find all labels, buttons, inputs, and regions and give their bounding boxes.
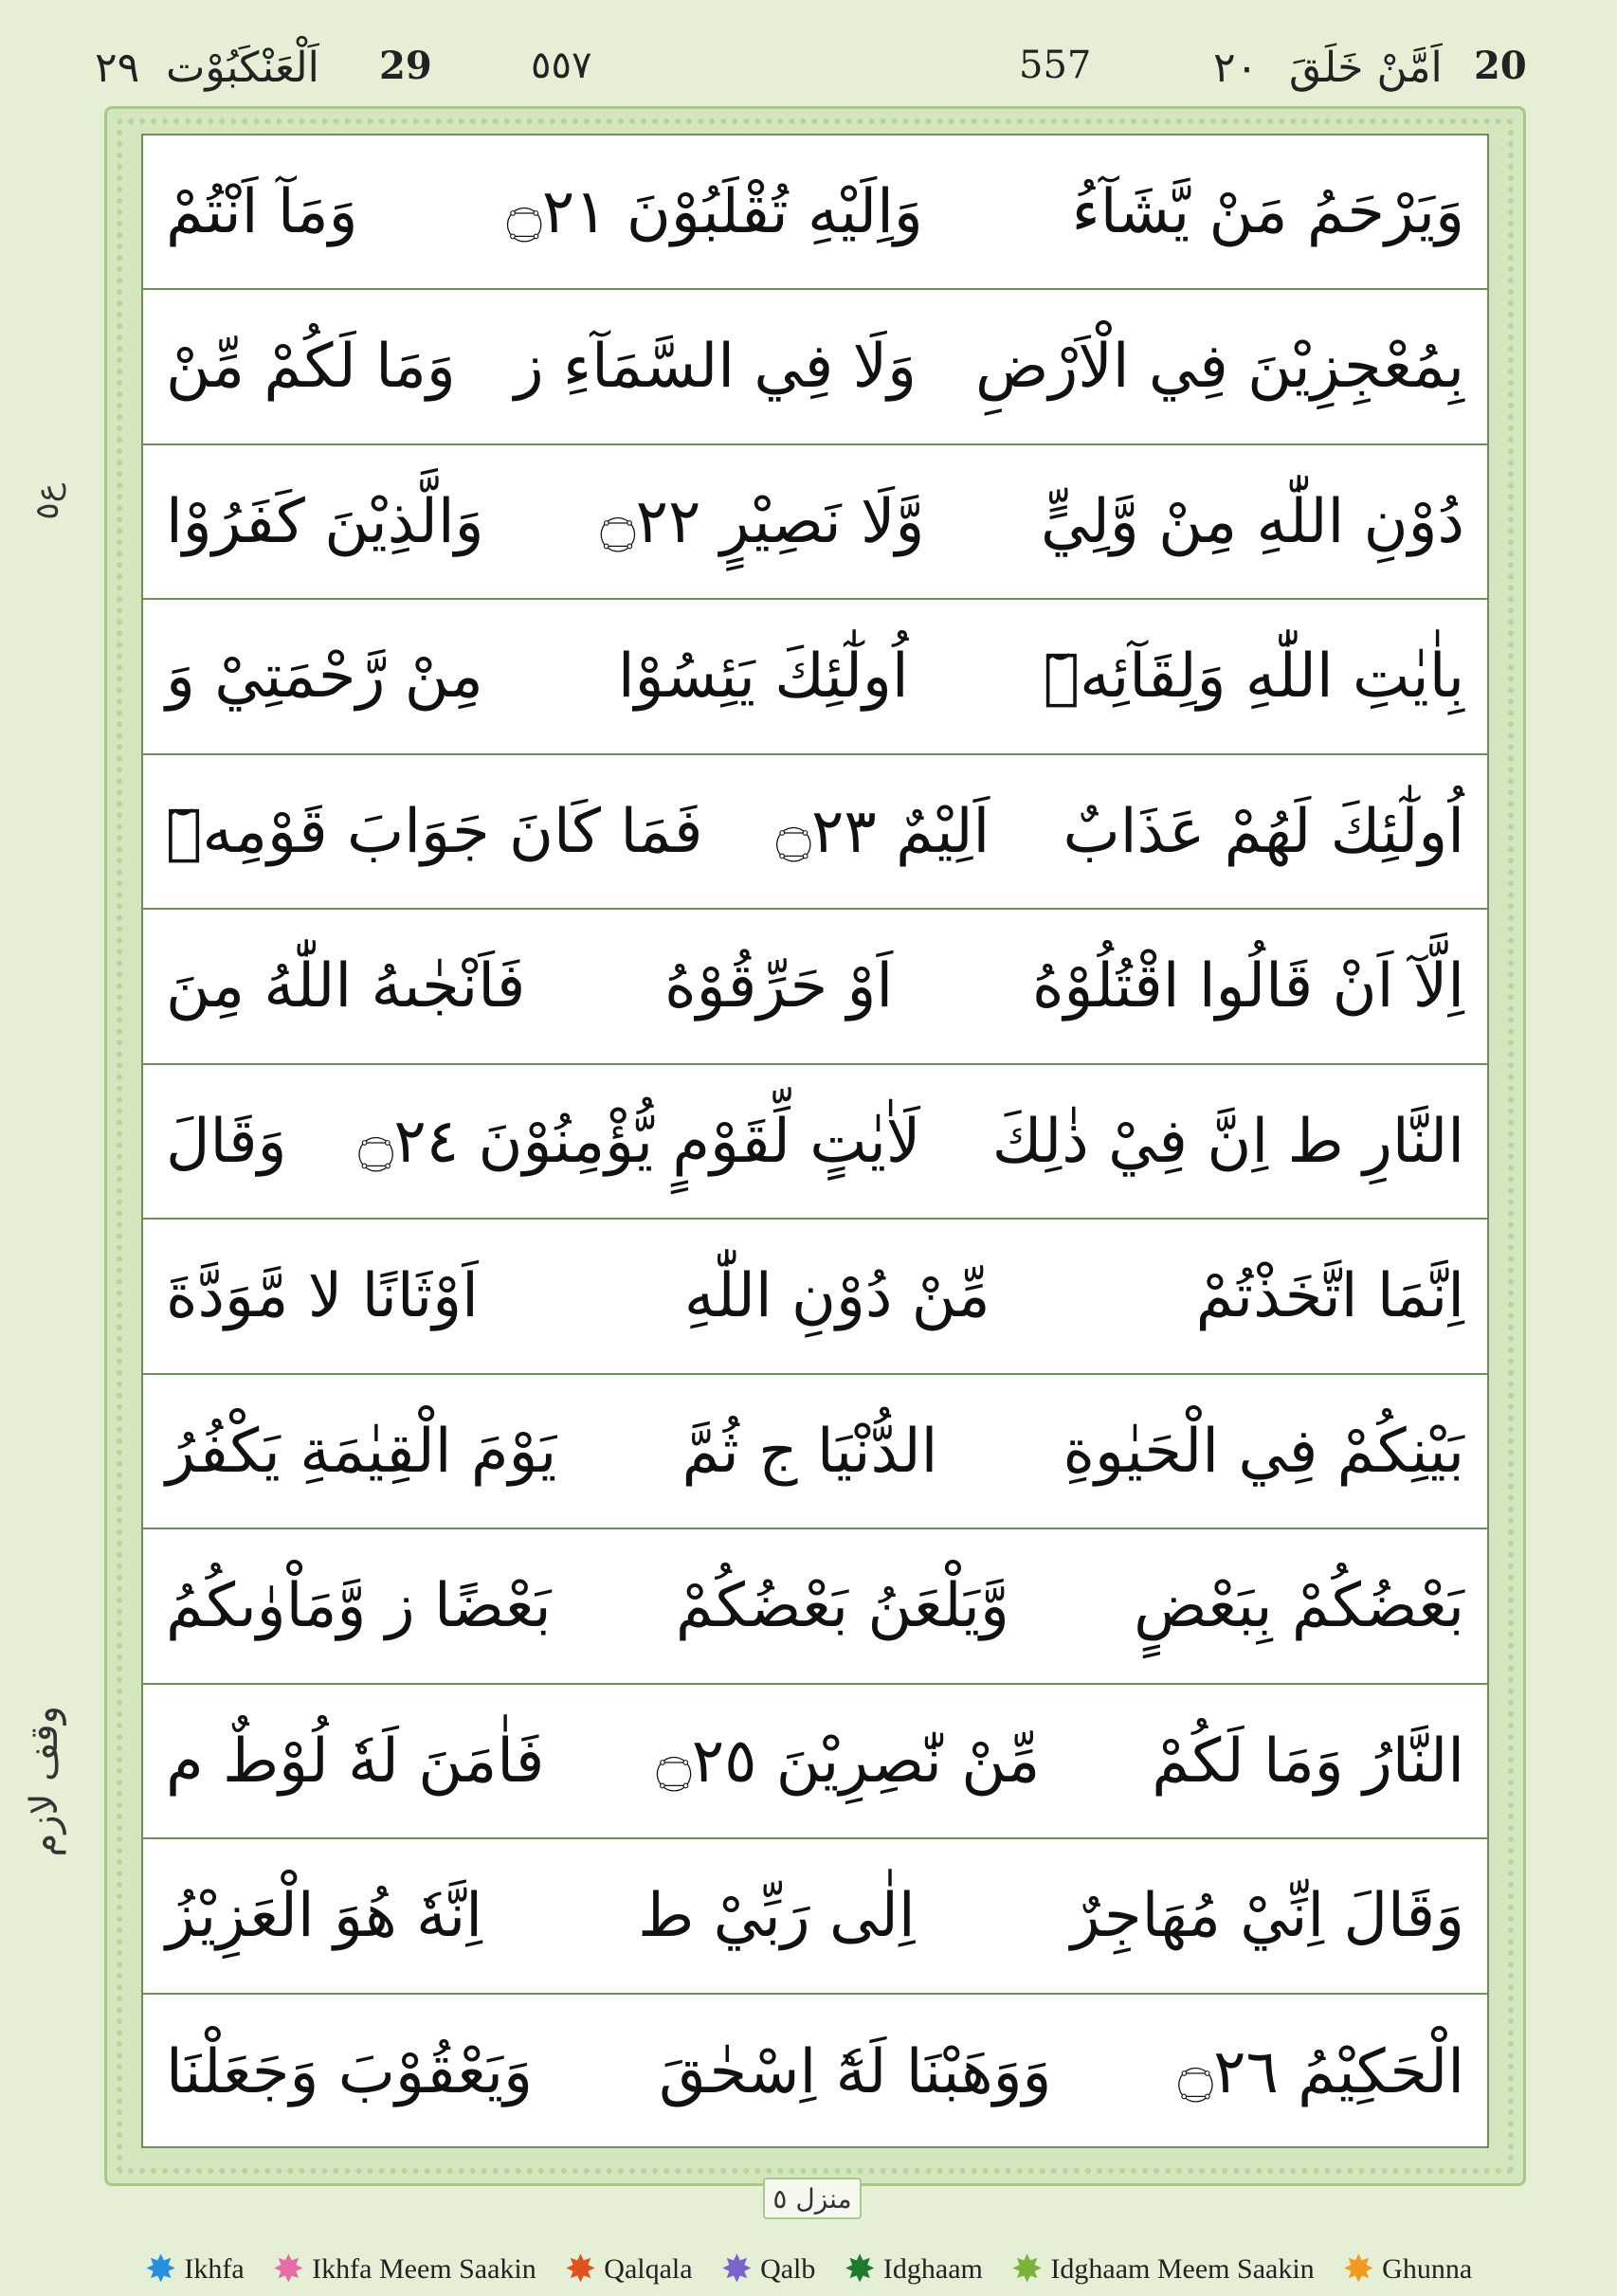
verse-segment: وَيَرْحَمُ مَنْ يَّشَآءُ [1071,176,1464,247]
legend-star-icon: ✸ [272,2248,305,2291]
verse-segment: الدُّنْيَا ج ثُمَّ [681,1416,938,1487]
verse-segment: اُولٰٓئِكَ يَئِسُوْا [617,642,909,712]
verse-segment: بِاٰيٰتِ اللّٰهِ وَلِقَآئِهٖٓ [1043,642,1464,712]
legend-star-icon: ✸ [1010,2248,1044,2291]
legend-label: Idghaam Meem Saakin [1050,2253,1315,2285]
verse-segment: اُولٰٓئِكَ لَهُمْ عَذَابٌ [1063,796,1464,867]
verse-segment: النَّارُ وَمَا لَكُمْ [1152,1726,1464,1797]
legend-label: Idghaam [882,2253,983,2285]
verse-segment: بَيْنِكُمْ فِي الْحَيٰوةِ [1063,1416,1464,1487]
ruku-marker: ع٥ [28,483,66,520]
legend-item [272,2248,536,2291]
legend-item [720,2248,816,2291]
page-number: 557 [1019,44,1092,87]
juz-name: اَمَّنْ خَلَقَ [1289,44,1443,92]
legend-item [844,2248,983,2291]
page-frame [104,106,1526,2186]
waqf-note: وقف لازم [23,1706,66,1857]
verse-segment: مِّنْ دُوْنِ اللّٰهِ [683,1261,990,1331]
verse-segment: وَاِلَيْهِ تُقْلَبُوْنَ ۝٢١ [506,176,923,247]
verse-segment: دُوْنِ اللّٰهِ مِنْ وَّلِيٍّ [1041,486,1464,557]
verse-line [143,445,1487,600]
verse-segment: وَيَعْقُوْبَ وَجَعَلْنَا [166,2036,533,2107]
verse-segment: فَاَنْجٰىهُ اللّٰهُ مِنَ [166,951,526,1021]
legend-star-icon: ✸ [564,2248,597,2291]
verse-line [143,291,1487,445]
juz-number: 20 [1474,44,1527,88]
verse-segment: اَلِيْمٌ ۝٢٣ [775,796,990,867]
verse-segment: اِنَّهٗ هُوَ الْعَزِيْزُ [166,1881,482,1951]
verse-segment: فَمَا كَانَ جَوَابَ قَوْمِهٖٓ [166,796,703,867]
page-header [0,38,1617,104]
legend-star-icon: ✸ [844,2248,876,2291]
legend-label: Ikhfa Meem Saakin [312,2253,536,2285]
verse-segment: وَمَآ اَنْتُمْ [166,176,358,247]
verse-segment: بِمُعْجِزِيْنَ فِي الْاَرْضِ [974,332,1464,402]
verse-segment: فَاٰمَنَ لَهٗ لُوْطٌ م [166,1726,545,1797]
verse-segment: وَقَالَ اِنِّيْ مُهَاجِرٌ [1070,1881,1464,1951]
legend-label: Qalb [760,2253,816,2285]
page-number-urdu: ٥٥٧ [531,44,592,87]
verse-segment: وَّيَلْعَنُ بَعْضُكُمْ [675,1571,1009,1641]
juz-number-urdu: ٢٠ [1213,44,1259,92]
verse-line [143,1530,1487,1685]
verse-line [143,755,1487,910]
legend-item [564,2248,693,2291]
verse-line [143,1375,1487,1529]
verse-segment: وَّلَا نَصِيْرٍ ۝٢٢ [600,486,925,557]
para-urdu: ٢٩ [95,44,140,92]
legend-star-icon: ✸ [720,2248,754,2291]
legend-label: Qalqala [604,2253,693,2285]
legend-item [1010,2248,1315,2291]
verse-segment: وَوَهَبْنَا لَهٗٓ اِسْحٰقَ [659,2036,1052,2107]
verse-segment: بَعْضُكُمْ بِبَعْضٍ [1134,1571,1464,1641]
verse-segment: النَّارِ ط اِنَّ فِيْ ذٰلِكَ [991,1106,1464,1177]
verse-segment: وَلَا فِي السَّمَآءِ ز [514,332,918,402]
verse-segment: مِّنْ نّٰصِرِيْنَ ۝٢٥ [656,1726,1041,1797]
verse-segment: وَالَّذِيْنَ كَفَرُوْا [166,486,484,557]
surah-number: 29 [379,44,432,88]
verse-segment: اِلَّآ اَنْ قَالُوا اقْتُلُوْهُ [1032,951,1464,1021]
verse-segment: وَمَا لَكُمْ مِّنْ [166,332,456,402]
verse-line [143,1840,1487,1995]
verse-segment: يَوْمَ الْقِيٰمَةِ يَكْفُرُ [166,1416,557,1487]
verse-line [143,136,1487,290]
verse-line [143,601,1487,755]
legend-label: Ikhfa [184,2253,245,2285]
verse-segment: اَوْ حَرِّقُوْهُ [664,951,894,1021]
verse-segment: اِنَّمَا اتَّخَذْتُمْ [1195,1261,1464,1331]
verse-line [143,1685,1487,1839]
verse-segment: الْحَكِيْمُ ۝٢٦ [1177,2036,1464,2107]
verse-segment: مِنْ رَّحْمَتِيْ وَ [166,642,483,712]
verse-segment: اِلٰى رَبِّيْ ط [638,1881,916,1951]
legend-item [144,2248,245,2291]
verse-line [143,1220,1487,1375]
verse-segment: وَقَالَ [166,1106,287,1177]
verse-segment: بَعْضًا ز وَّمَاْوٰىكُمُ [166,1571,552,1641]
legend-item [1342,2248,1473,2291]
verse-line [143,911,1487,1065]
verse-line [143,1065,1487,1220]
manzil-label: منزل ٥ [763,2178,862,2219]
legend-star-icon: ✸ [1342,2248,1375,2291]
verse-segment: اَوْثَانًا لا مَّوَدَّةَ [166,1261,479,1331]
tajweed-legend [0,2246,1617,2293]
surah-name: اَلْعَنْكَبُوْت [166,44,319,92]
verse-segment: لَاٰيٰتٍ لِّقَوْمٍ يُّؤْمِنُوْنَ ۝٢٤ [357,1106,921,1177]
verse-text-box [141,134,1489,2148]
verse-line [143,1995,1487,2149]
legend-star-icon: ✸ [144,2248,177,2291]
legend-label: Ghunna [1382,2253,1473,2285]
